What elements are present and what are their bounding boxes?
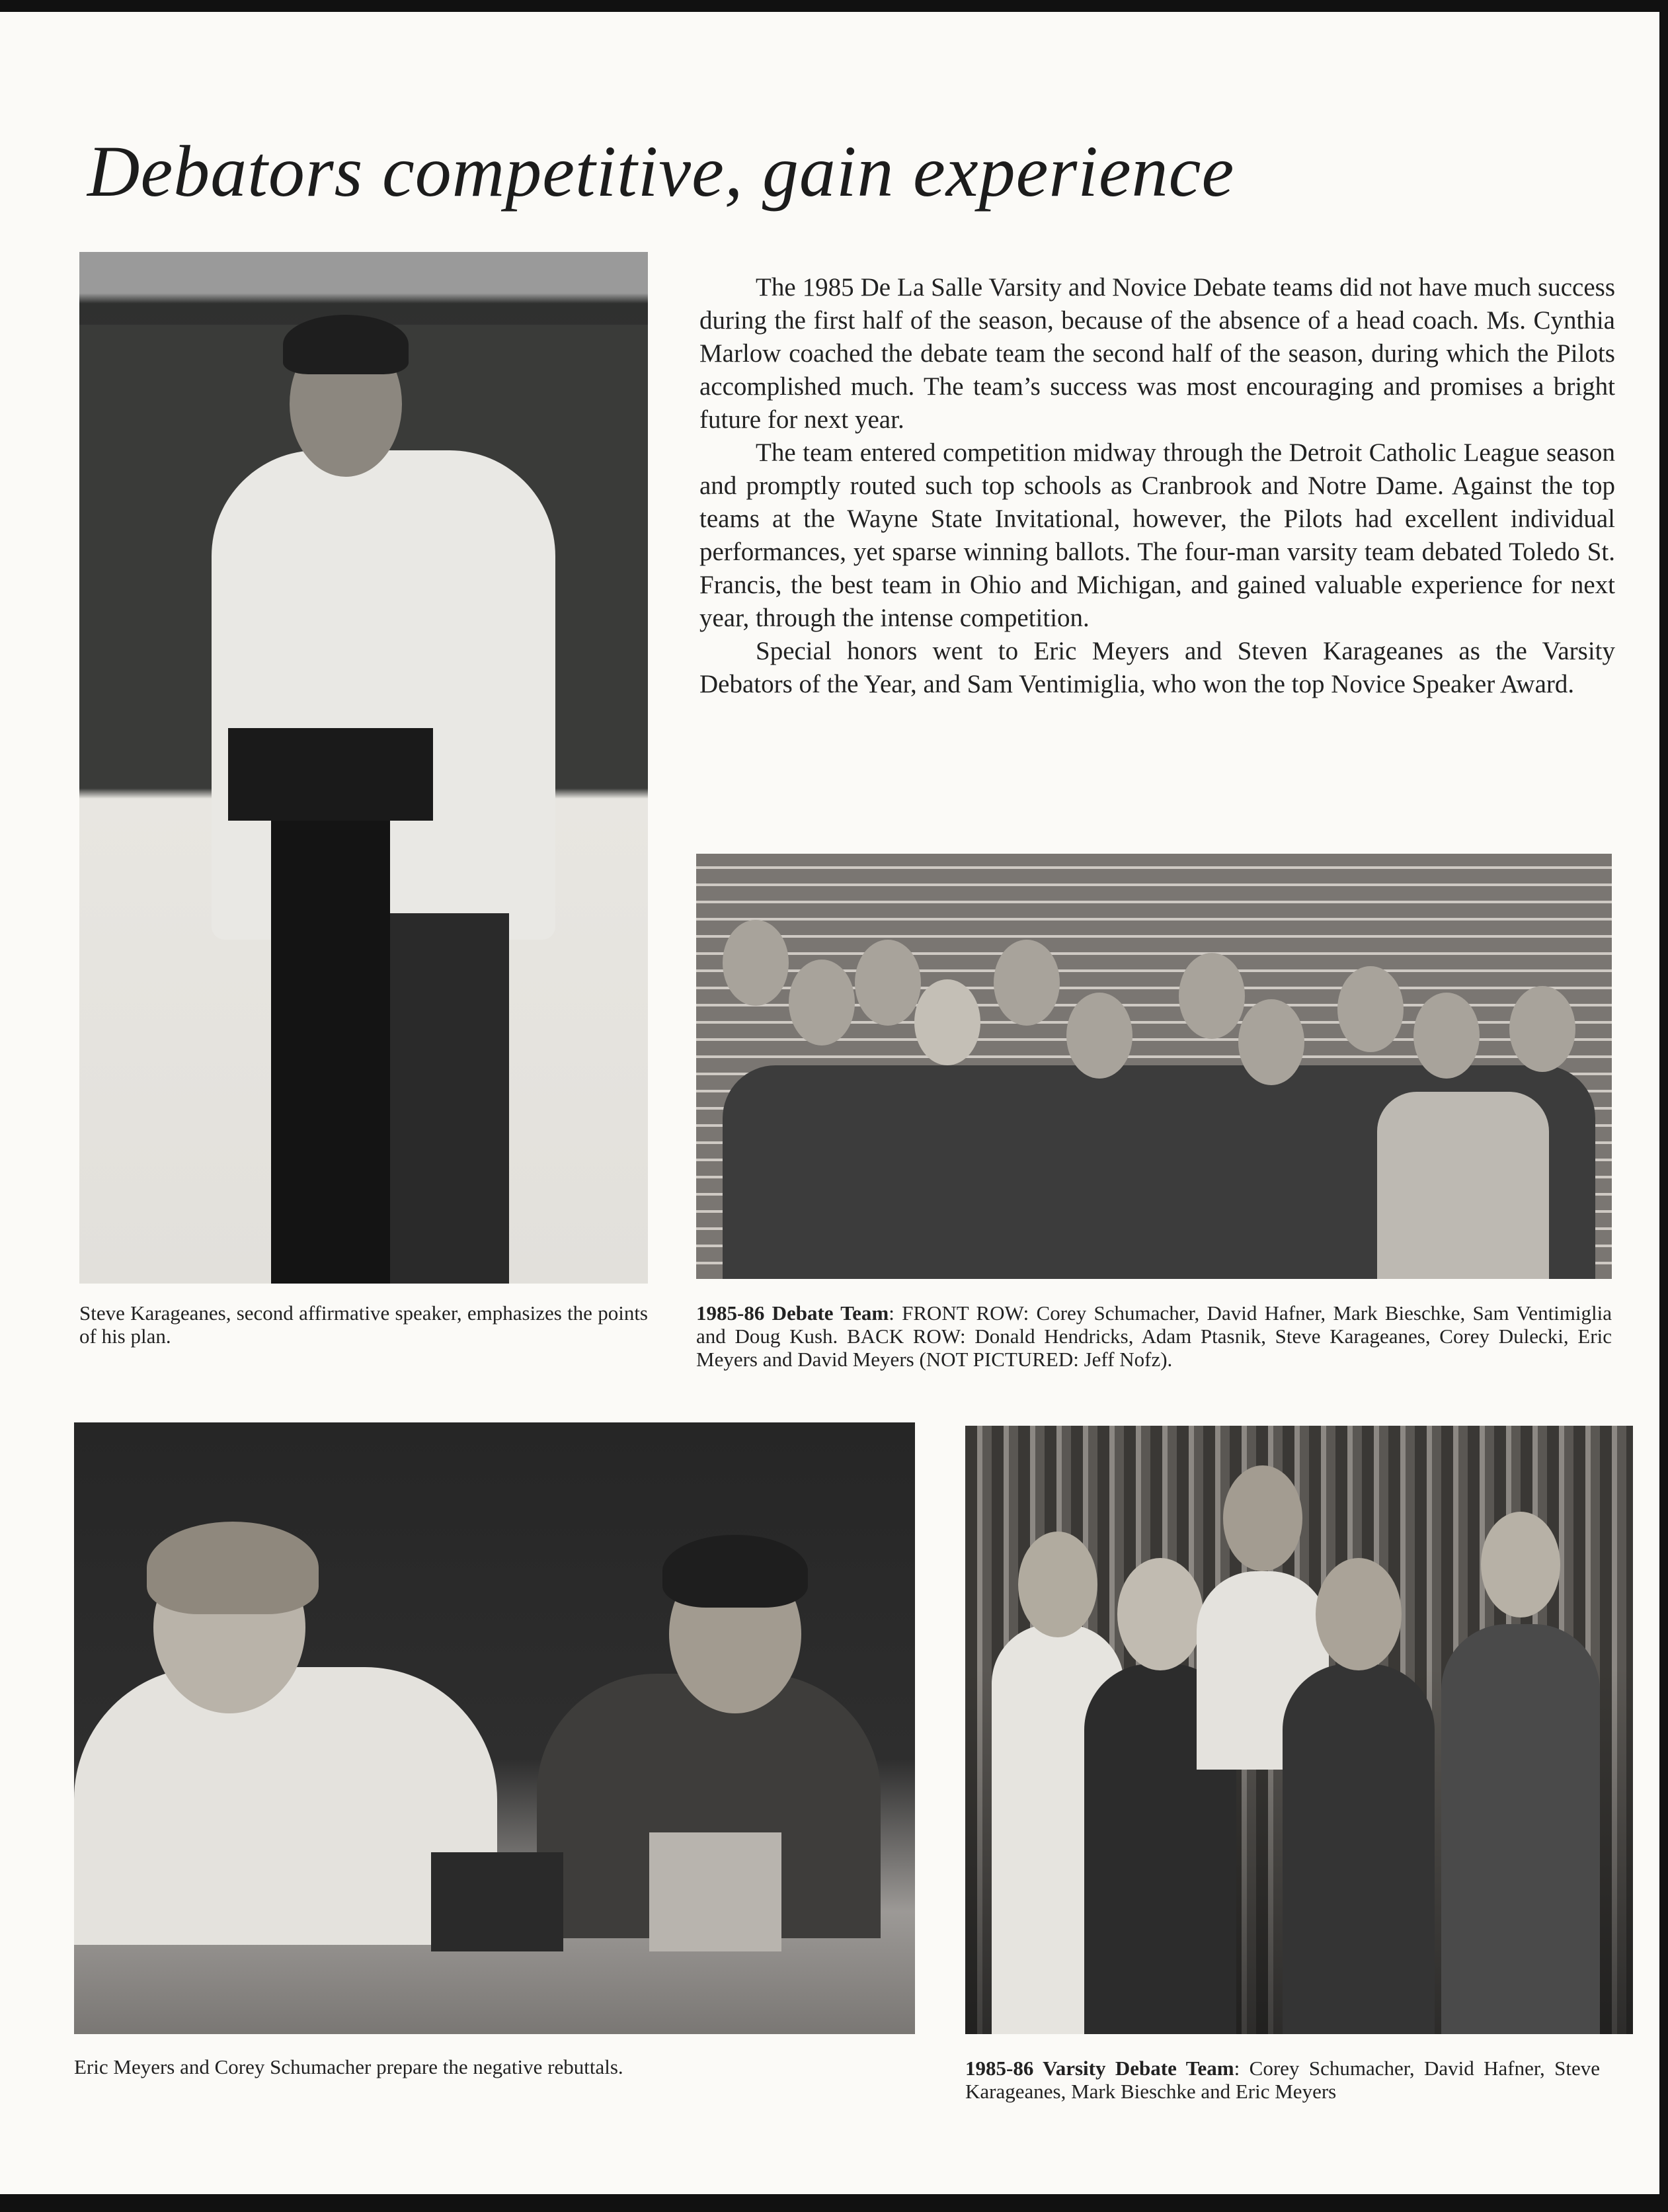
team-caption-label: 1985-86 Debate Team	[696, 1301, 889, 1325]
team-photo	[696, 854, 1612, 1279]
varsity-caption	[965, 2057, 1600, 2103]
article-paragraph: The 1985 De La Salle Varsity and Novice Debate teams did not have much success during the first half of the season, because of the absence of a head coach. Ms. Cynthia Marlow coached the debate team the second half of the season, during which the Pilots accomplished much. The team’s success was most encouraging and promises a bright future for next year.	[699, 273, 1615, 434]
varsity-photo	[965, 1426, 1633, 2034]
team-caption	[696, 1301, 1612, 1371]
rebuttal-photo	[74, 1422, 915, 2034]
article-paragraph: The team entered competition midway through the Detroit Catholic League season and promptly routed such top schools as Cranbrook and Notre Dame. Against the top teams at the Wayne State Invitational, however, the Pilots had excellent individual performances, yet sparse winning ballots. The four-man varsity team debated Toledo St. Francis, the best team in Ohio and Michigan, and gained valuable experience for next year, through the intense competition.	[699, 438, 1615, 632]
yearbook-page	[0, 12, 1659, 2194]
article-body	[699, 271, 1615, 701]
team-caption-text: : FRONT ROW: Corey Schumacher, David Hafner, Mark Bieschke, Sam Ventimiglia and Doug Kush. BACK ROW: Donald Hendricks, Adam Ptasnik, Steve Karageanes, Corey Dulecki, Eric Meyers and David Meyers (NOT PICTURED: Jeff Nofz).	[696, 1301, 1612, 1371]
page-headline: Debators competitive, gain experience	[87, 131, 1235, 212]
varsity-caption-text: : Corey Schumacher, David Hafner, Steve Karageanes, Mark Bieschke and Eric Meyers	[965, 2057, 1600, 2103]
varsity-caption-label: 1985-86 Varsity Debate Team	[965, 2057, 1234, 2080]
speaker-photo	[79, 252, 648, 1284]
speaker-caption: Steve Karageanes, second affirmative speaker, emphasizes the points of his plan.	[79, 1301, 648, 1348]
rebuttal-caption: Eric Meyers and Corey Schumacher prepare the negative rebuttals.	[74, 2055, 623, 2078]
article-paragraph: Special honors went to Eric Meyers and Steven Karageanes as the Varsity Debators of the Year, and Sam Ventimiglia, who won the top Novice Speaker Award.	[699, 637, 1615, 698]
